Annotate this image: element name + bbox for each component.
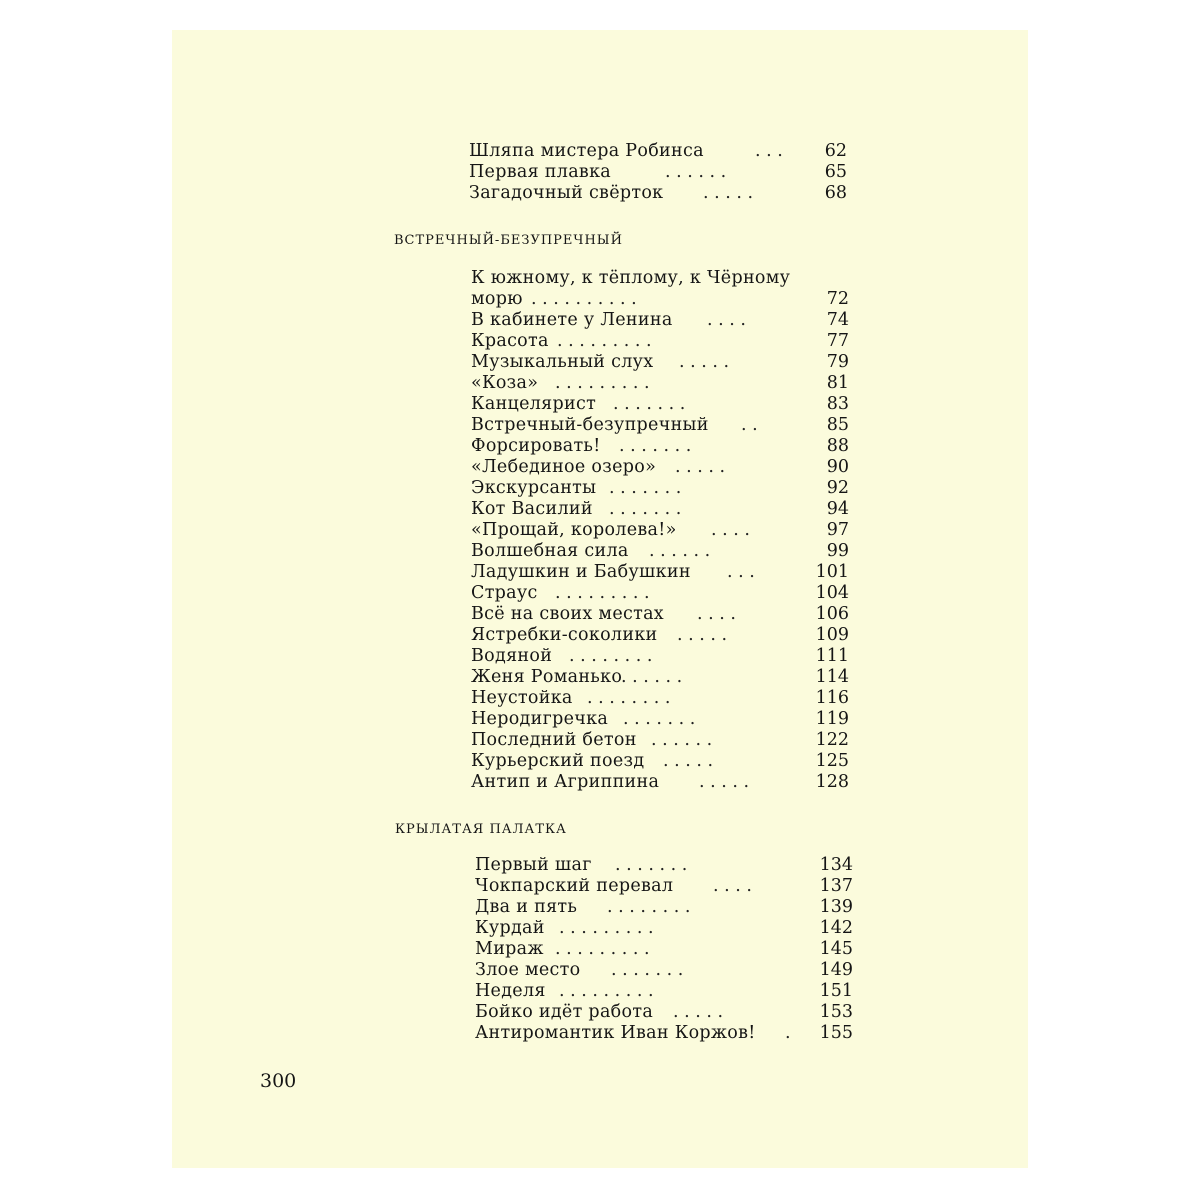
toc-entry: [475, 876, 853, 897]
toc-entry: [475, 1023, 853, 1044]
entry-page-number: 92: [826, 478, 849, 498]
entry-title: К южному, к тёплому, к Чёрному: [471, 268, 791, 288]
toc-entry: [471, 604, 849, 625]
entry-page-number: 111: [815, 646, 849, 666]
entry-leader-dots: . . . . . . . . .: [557, 331, 652, 351]
entry-title: Антип и Агриппина: [471, 772, 660, 792]
entry-page-number: 94: [826, 499, 849, 519]
entry-leader-dots: . . . . .: [699, 772, 750, 792]
entry-title: Последний бетон: [471, 730, 637, 750]
entry-page-number: 62: [824, 141, 847, 161]
entry-leader-dots: . . . .: [697, 604, 736, 624]
entry-title: Водяной: [471, 646, 553, 666]
page-number: 300: [260, 1070, 297, 1092]
entry-page-number: 134: [819, 855, 853, 875]
entry-leader-dots: . . . . . . .: [619, 436, 692, 456]
entry-page-number: 74: [826, 310, 849, 330]
entry-leader-dots: . . . . .: [679, 352, 730, 372]
entry-leader-dots: . . . . . . . . .: [559, 981, 654, 1001]
entry-page-number: 155: [819, 1023, 853, 1043]
entry-leader-dots: . . . . . . .: [623, 709, 696, 729]
entry-title: Курьерский поезд: [471, 751, 645, 771]
entry-page-number: 81: [826, 373, 849, 393]
toc-entry: [471, 688, 849, 709]
entry-title: Злое место: [475, 960, 581, 980]
toc-entry: [471, 583, 849, 604]
toc-entry: [471, 373, 849, 394]
entry-page-number: 114: [815, 667, 849, 687]
entry-title: Страус: [471, 583, 538, 603]
entry-page-number: 137: [819, 876, 853, 896]
entry-page-number: 68: [824, 183, 847, 203]
entry-leader-dots: . . . . . . . . .: [559, 918, 654, 938]
entry-page-number: 139: [819, 897, 853, 917]
entry-page-number: 109: [815, 625, 849, 645]
entry-title: Музыкальный слух: [471, 352, 654, 372]
toc-entry: [475, 939, 853, 960]
toc-entry: [475, 960, 853, 981]
entry-leader-dots: . . . . . . . .: [587, 688, 671, 708]
entry-leader-dots: . . . . . . .: [611, 960, 684, 980]
book-page: [172, 30, 1028, 1168]
entry-title: «Прощай, королева!»: [471, 520, 677, 540]
entry-leader-dots: . . . . .: [663, 751, 714, 771]
toc-entry: [469, 162, 847, 183]
toc-entry: [471, 562, 849, 583]
entry-title: Первый шаг: [475, 855, 592, 875]
section-heading: ВСТРЕЧНЫЙ-БЕЗУПРЕЧНЫЙ: [394, 233, 623, 248]
entry-leader-dots: . . . . .: [677, 625, 728, 645]
entry-leader-dots: . . . .: [713, 876, 752, 896]
toc-entry-first-line: [471, 268, 849, 289]
toc-entry: [471, 289, 849, 310]
entry-leader-dots: . . . . .: [673, 1002, 724, 1022]
entry-leader-dots: . . . . . . . . .: [555, 939, 650, 959]
toc-entry: [475, 1002, 853, 1023]
entry-page-number: 122: [815, 730, 849, 750]
entry-leader-dots: . . . . . . . .: [607, 897, 691, 917]
toc-entry: [471, 772, 849, 793]
entry-leader-dots: . . . . . . . .: [569, 646, 653, 666]
entry-page-number: 77: [826, 331, 849, 351]
toc-entry: [469, 183, 847, 204]
entry-leader-dots: . . . . . . .: [613, 394, 686, 414]
entry-leader-dots: . . . . .: [703, 183, 754, 203]
toc-entry: [471, 751, 849, 772]
entry-leader-dots: . . .: [727, 562, 755, 582]
entry-page-number: 125: [815, 751, 849, 771]
entry-leader-dots: . . . . . . . . .: [555, 373, 650, 393]
toc-entry: [471, 457, 849, 478]
entry-page-number: 88: [826, 436, 849, 456]
entry-leader-dots: . . . . . . . . . .: [531, 289, 637, 309]
entry-page-number: 128: [815, 772, 849, 792]
entry-title: Ладушкин и Бабушкин: [471, 562, 691, 582]
section-heading: КРЫЛАТАЯ ПАЛАТКА: [395, 822, 567, 837]
entry-page-number: 145: [819, 939, 853, 959]
entry-leader-dots: . . . . .: [675, 457, 726, 477]
entry-title: Форсировать!: [471, 436, 601, 456]
entry-title: Встречный-безупречный: [471, 415, 709, 435]
entry-title: Два и пять: [475, 897, 578, 917]
entry-title: Мираж: [475, 939, 544, 959]
toc-entry: [471, 352, 849, 373]
entry-title: Всё на своих местах: [471, 604, 664, 624]
toc-entry: [471, 478, 849, 499]
entry-title: Неустойка: [471, 688, 573, 708]
toc-entry: [471, 499, 849, 520]
entry-title: Неродигречка: [471, 709, 609, 729]
entry-page-number: 153: [819, 1002, 853, 1022]
entry-page-number: 149: [819, 960, 853, 980]
entry-page-number: 90: [826, 457, 849, 477]
entry-title: Первая плавка: [469, 162, 612, 182]
entry-leader-dots: . . . . . . .: [609, 499, 682, 519]
entry-title: «Лебединое озеро»: [471, 457, 657, 477]
entry-page-number: 97: [826, 520, 849, 540]
toc-block-top: [469, 141, 847, 204]
toc-entry: [471, 709, 849, 730]
entry-title: Антиромантик Иван Коржов!: [475, 1023, 756, 1043]
entry-leader-dots: . . . . . . .: [609, 478, 682, 498]
entry-leader-dots: . . . . . . .: [615, 855, 688, 875]
entry-leader-dots: . . . . . .: [665, 162, 727, 182]
entry-title: Неделя: [475, 981, 546, 1001]
toc-block-vstrechny: [471, 268, 849, 793]
entry-leader-dots: . . . . . . . . .: [555, 583, 650, 603]
entry-page-number: 106: [815, 604, 849, 624]
entry-title: Экскурсанты: [471, 478, 597, 498]
entry-title: Загадочный свёрток: [469, 183, 664, 203]
entry-title: Кот Василий: [471, 499, 593, 519]
entry-page-number: 65: [824, 162, 847, 182]
toc-entry: [471, 436, 849, 457]
toc-entry: [471, 520, 849, 541]
entry-leader-dots: . . .: [755, 141, 783, 161]
toc-entry: [475, 897, 853, 918]
toc-entry: [475, 918, 853, 939]
entry-title: Волшебная сила: [471, 541, 629, 561]
toc-entry: [471, 646, 849, 667]
entry-page-number: 99: [826, 541, 849, 561]
entry-title: Канцелярист: [471, 394, 597, 414]
toc-entry: [471, 331, 849, 352]
entry-leader-dots: . . . .: [707, 310, 746, 330]
entry-title: Чокпарский перевал: [475, 876, 674, 896]
entry-page-number: 104: [815, 583, 849, 603]
toc-entry: [469, 141, 847, 162]
entry-page-number: 101: [815, 562, 849, 582]
entry-leader-dots: .: [785, 1023, 791, 1043]
entry-page-number: 116: [815, 688, 849, 708]
toc-entry: [471, 415, 849, 436]
entry-title: Ястребки-соколики: [471, 625, 658, 645]
toc-entry: [471, 541, 849, 562]
toc-entry: [475, 855, 853, 876]
entry-leader-dots: . .: [741, 415, 758, 435]
entry-title: морю: [471, 289, 523, 309]
entry-title: Бойко идёт работа: [475, 1002, 654, 1022]
entry-page-number: 142: [819, 918, 853, 938]
toc-entry: [475, 981, 853, 1002]
entry-title: Шляпа мистера Робинса: [469, 141, 704, 161]
toc-block-krylataya: [475, 855, 853, 1044]
entry-page-number: 72: [826, 289, 849, 309]
toc-entry: [471, 394, 849, 415]
entry-leader-dots: . . . . . .: [621, 667, 683, 687]
entry-title: Курдай: [475, 918, 545, 938]
entry-title: «Коза»: [471, 373, 539, 393]
entry-page-number: 83: [826, 394, 849, 414]
entry-page-number: 119: [815, 709, 849, 729]
entry-title: Женя Романько: [471, 667, 623, 687]
toc-entry: [471, 730, 849, 751]
entry-title: Красота: [471, 331, 549, 351]
entry-page-number: 85: [826, 415, 849, 435]
entry-leader-dots: . . . . . .: [651, 730, 713, 750]
entry-leader-dots: . . . . . .: [649, 541, 711, 561]
toc-entry: [471, 310, 849, 331]
entry-title: В кабинете у Ленина: [471, 310, 673, 330]
entry-page-number: 151: [819, 981, 853, 1001]
entry-page-number: 79: [826, 352, 849, 372]
toc-entry: [471, 625, 849, 646]
toc-entry: [471, 667, 849, 688]
entry-leader-dots: . . . .: [711, 520, 750, 540]
